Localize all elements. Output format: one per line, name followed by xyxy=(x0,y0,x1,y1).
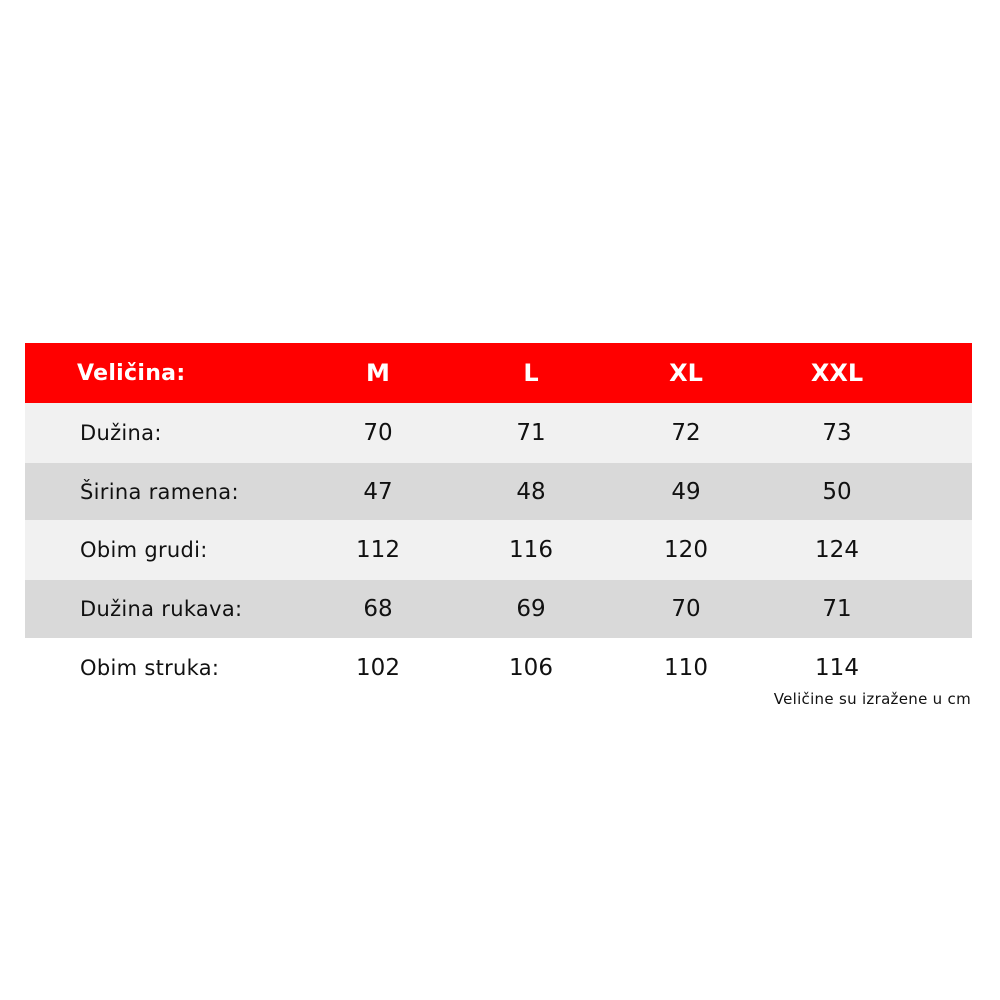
row-label: Dužina: xyxy=(80,421,162,445)
table-cell: 73 xyxy=(822,420,852,446)
table-cell: 70 xyxy=(363,420,393,446)
table-cell: 102 xyxy=(356,655,400,681)
table-cell: 110 xyxy=(664,655,708,681)
table-cell: 116 xyxy=(509,537,553,563)
table-cell: 68 xyxy=(363,596,393,622)
table-cell: 71 xyxy=(822,596,852,622)
table-cell: 120 xyxy=(664,537,708,563)
size-chart-table xyxy=(25,343,972,698)
table-cell: 112 xyxy=(356,537,400,563)
table-cell: 48 xyxy=(516,478,546,505)
size-header-m: M xyxy=(366,359,390,387)
size-header-l: L xyxy=(523,359,539,387)
table-row xyxy=(25,463,972,520)
table-cell: 69 xyxy=(516,596,546,622)
table-row xyxy=(25,520,972,580)
table-cell: 71 xyxy=(516,420,546,446)
table-cell: 124 xyxy=(815,537,859,563)
size-header-xxl: XXL xyxy=(810,359,864,387)
row-label: Širina ramena: xyxy=(80,479,239,504)
table-row xyxy=(25,580,972,638)
size-header-xl: XL xyxy=(669,359,703,387)
table-cell: 70 xyxy=(671,596,701,622)
table-row xyxy=(25,403,972,463)
table-row xyxy=(25,638,972,698)
table-header-row xyxy=(25,343,972,403)
row-label: Obim grudi: xyxy=(80,538,208,562)
table-cell: 114 xyxy=(815,655,859,681)
table-cell: 47 xyxy=(363,478,393,505)
units-note: Veličine su izražene u cm xyxy=(773,690,971,708)
header-label: Veličina: xyxy=(77,360,186,386)
table-cell: 49 xyxy=(671,478,701,505)
table-cell: 106 xyxy=(509,655,553,681)
table-cell: 50 xyxy=(822,478,852,505)
row-label: Obim struka: xyxy=(80,656,220,680)
table-cell: 72 xyxy=(671,420,701,446)
row-label: Dužina rukava: xyxy=(80,597,243,621)
